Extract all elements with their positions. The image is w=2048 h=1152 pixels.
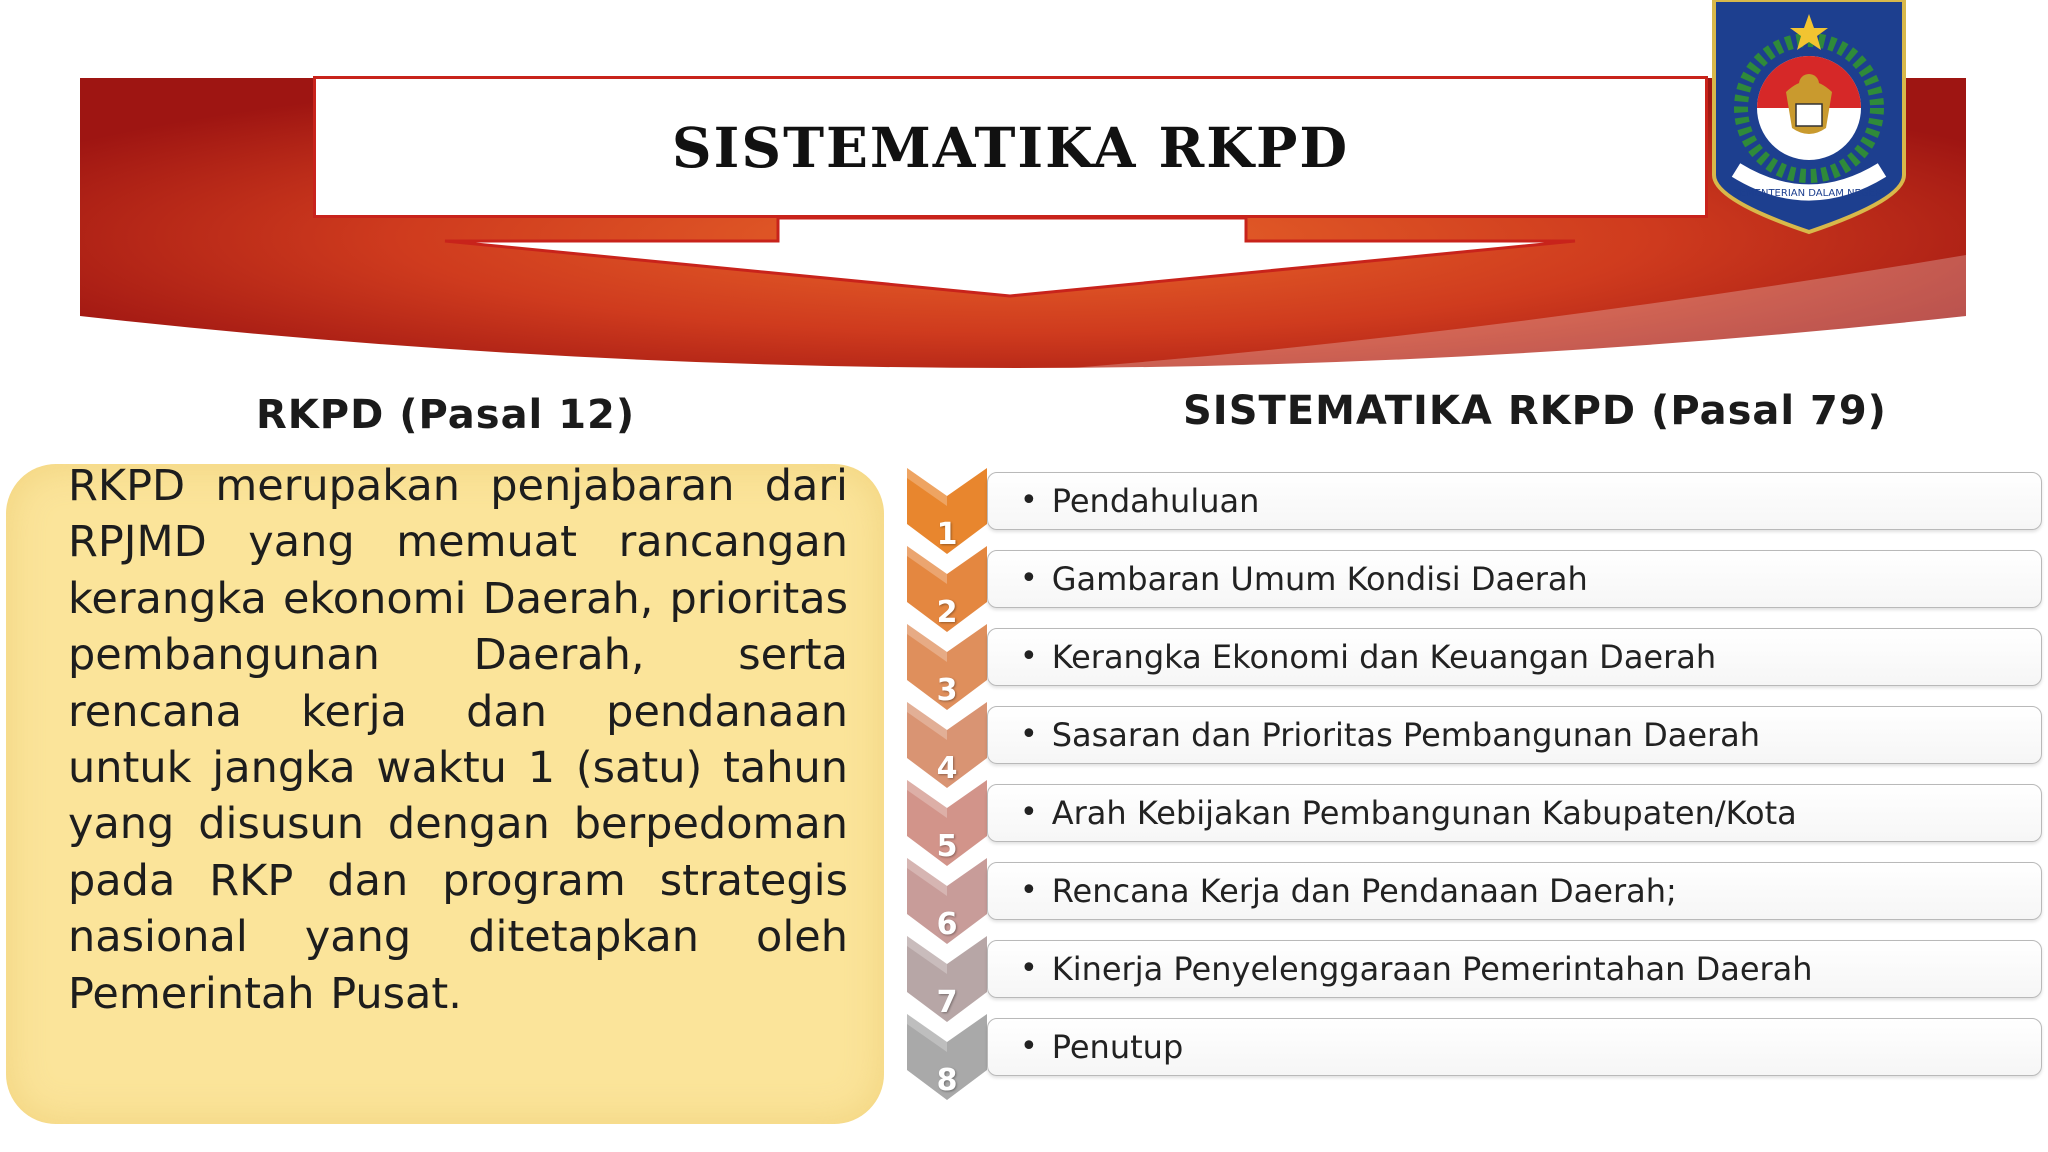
bullet-icon: •	[1020, 483, 1038, 518]
step-label: Arah Kebijakan Pembangunan Kabupaten/Kota	[1051, 794, 1797, 832]
title-box	[313, 76, 1708, 218]
bullet-icon: •	[1020, 561, 1038, 596]
step-box	[987, 706, 2042, 764]
bullet-icon: •	[1020, 951, 1038, 986]
step-box	[987, 940, 2042, 998]
step-number: 4	[936, 751, 958, 786]
step-box	[987, 862, 2042, 920]
step-box	[987, 472, 2042, 530]
definition-text: RKPD merupakan penjabaran dari RPJMD yang memuat rancangan kerangka ekonomi Daerah, prioritas pembangunan Daerah, serta rencana kerja dan pendanaan untuk jangka waktu 1 (satu) tahun yang disusun dengan berpedoman pada RKP dan program strategis nasional yang ditetapkan oleh Pemerintah Pusat.	[68, 461, 848, 1019]
bullet-icon: •	[1020, 795, 1038, 830]
right-heading: SISTEMATIKA RKPD (Pasal 79)	[1183, 388, 1887, 434]
step-number: 7	[936, 985, 958, 1020]
step-label: Rencana Kerja dan Pendanaan Daerah;	[1051, 872, 1677, 910]
garuda-emblem-icon	[1706, 0, 1912, 236]
left-heading: RKPD (Pasal 12)	[256, 392, 636, 438]
bullet-icon: •	[1020, 717, 1038, 752]
step-label: Penutup	[1051, 1028, 1184, 1066]
list-item	[905, 706, 2045, 786]
step-number: 2	[936, 595, 958, 630]
steps-list	[905, 472, 2045, 1112]
bullet-icon: •	[1020, 1029, 1038, 1064]
list-item	[905, 862, 2045, 942]
step-box	[987, 1018, 2042, 1076]
list-item	[905, 940, 2045, 1020]
step-label: Sasaran dan Prioritas Pembangunan Daerah	[1051, 716, 1761, 754]
list-item	[905, 1018, 2045, 1098]
step-label: Kerangka Ekonomi dan Keuangan Daerah	[1051, 638, 1717, 676]
definition-box	[6, 461, 884, 1124]
step-number: 5	[936, 829, 958, 864]
step-number: 8	[936, 1063, 958, 1098]
step-box	[987, 550, 2042, 608]
step-label: Gambaran Umum Kondisi Daerah	[1051, 560, 1588, 598]
page-title: SISTEMATIKA RKPD	[671, 114, 1350, 180]
step-number: 3	[936, 673, 958, 708]
step-number: 1	[936, 517, 958, 552]
step-number: 6	[936, 907, 958, 942]
emblem-caption: KEMENTERIAN DALAM NEGERI	[1733, 188, 1885, 199]
list-item	[905, 550, 2045, 630]
list-item	[905, 784, 2045, 864]
bullet-icon: •	[1020, 873, 1038, 908]
step-label: Kinerja Penyelenggaraan Pemerintahan Daerah	[1051, 950, 1813, 988]
bullet-icon: •	[1020, 639, 1038, 674]
list-item	[905, 628, 2045, 708]
step-box	[987, 628, 2042, 686]
step-box	[987, 784, 2042, 842]
step-label: Pendahuluan	[1051, 482, 1260, 520]
list-item	[905, 472, 2045, 552]
